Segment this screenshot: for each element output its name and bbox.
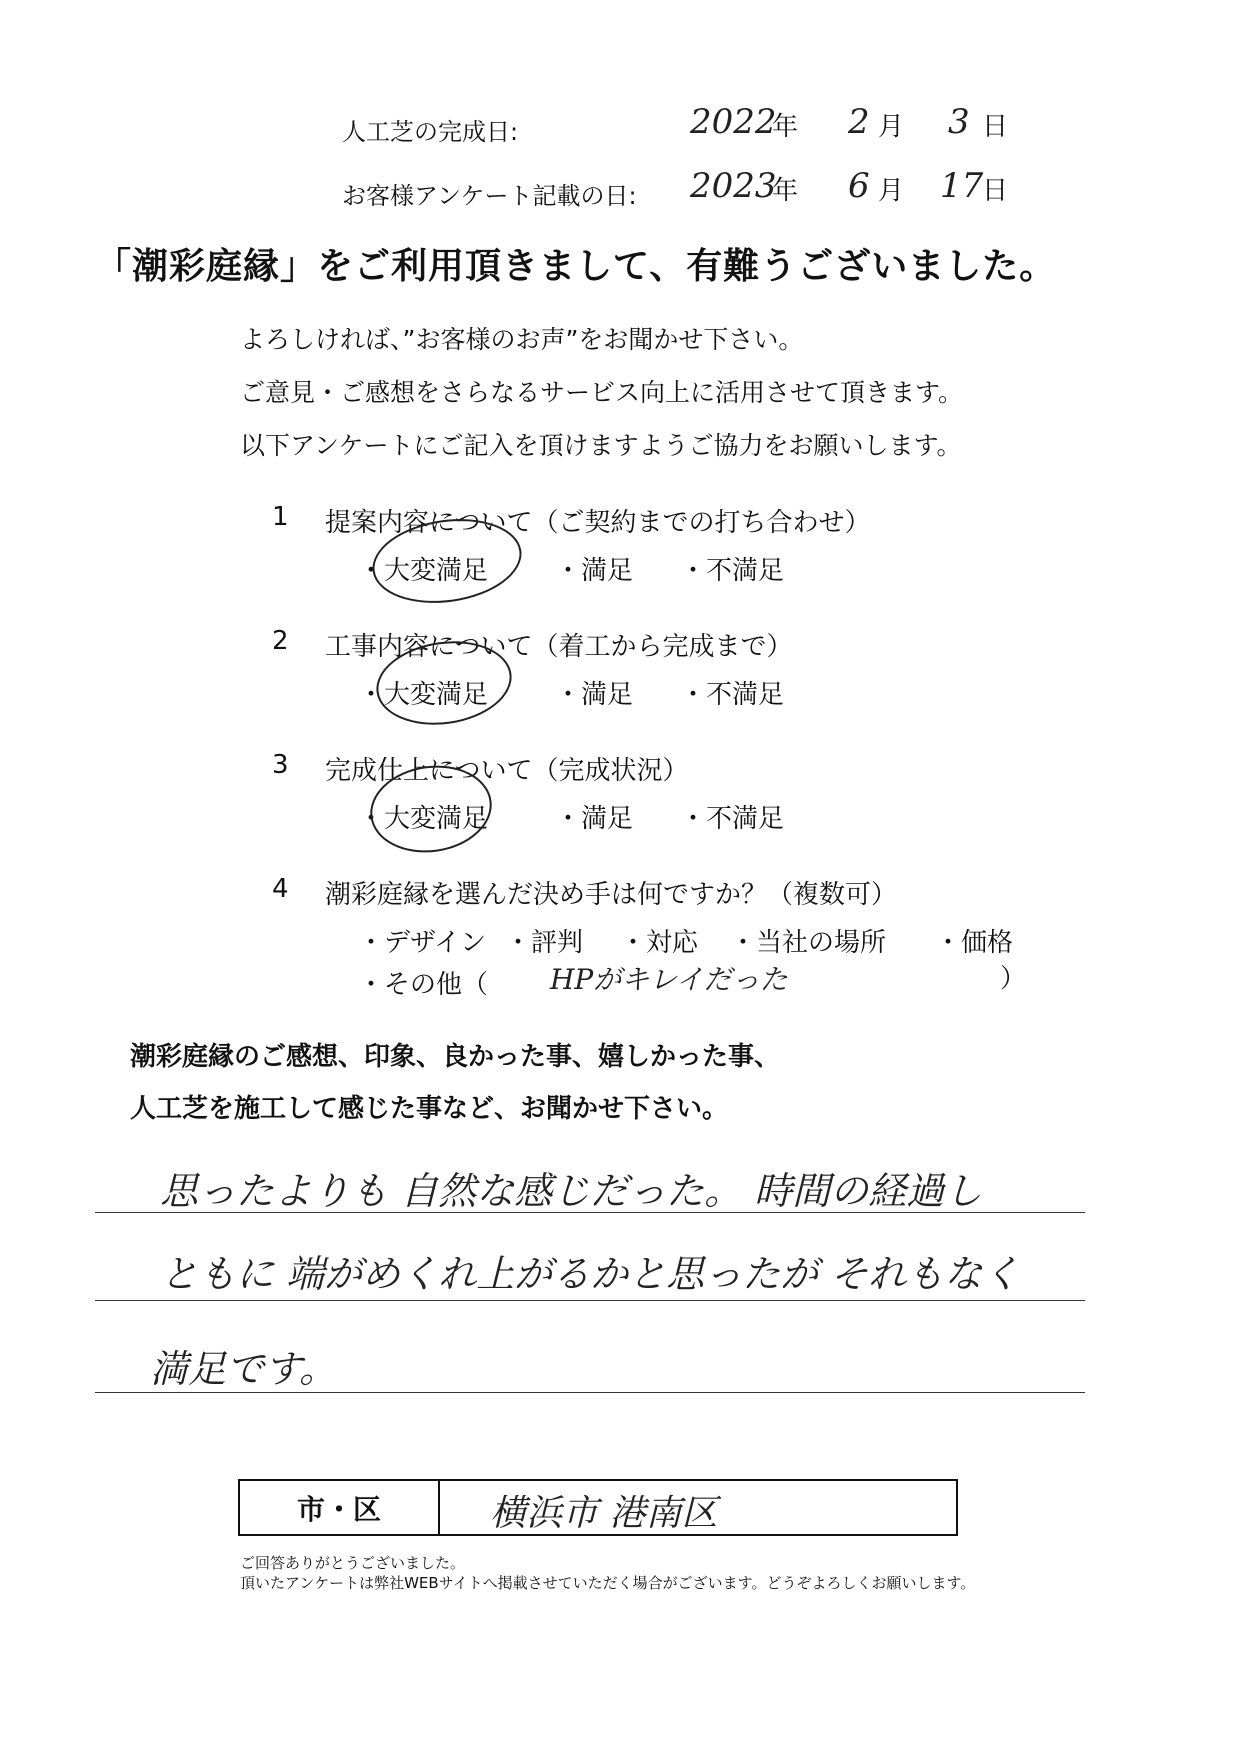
footer-notice: 頂いたアンケートは弊社WEBサイトへ掲載させていただく場合がございます。どうぞよろしくお願いします。 bbox=[240, 1574, 976, 1592]
comment-rule-2 bbox=[95, 1300, 1085, 1301]
q2-option-dissatisfied[interactable]: ・不満足 bbox=[680, 680, 785, 710]
q3-option-satisfied[interactable]: ・満足 bbox=[555, 804, 634, 834]
survey-year-unit: 年 bbox=[772, 176, 799, 206]
question-4-text: 潮彩庭縁を選んだ決め手は何ですか？（複数可） bbox=[325, 880, 898, 910]
completion-year-unit: 年 bbox=[772, 112, 799, 142]
survey-month-value: 6 bbox=[848, 166, 870, 206]
comment-prompt-line-2: 人工芝を施工して感じた事など、お聞かせ下さい。 bbox=[130, 1094, 729, 1124]
q4-other-close-paren: ） bbox=[1000, 964, 1027, 994]
q2-option-very-satisfied[interactable]: ・大変満足 bbox=[358, 680, 489, 710]
question-4-number: 4 bbox=[272, 874, 289, 904]
question-3-number: 3 bbox=[272, 750, 289, 780]
comment-line-1-text: 思ったよりも 自然な感じだった。 時間の経過し bbox=[160, 1169, 983, 1213]
q4-option-design[interactable]: ・デザイン bbox=[358, 928, 487, 958]
q1-option-dissatisfied[interactable]: ・不満足 bbox=[680, 556, 785, 586]
survey-date-label: お客様アンケート記載の日: bbox=[342, 182, 637, 210]
completion-month-value: 2 bbox=[848, 102, 870, 142]
completion-day-value: 3 bbox=[948, 102, 970, 142]
q4-option-location[interactable]: ・当社の場所 bbox=[730, 928, 887, 958]
comment-rule-3 bbox=[95, 1392, 1085, 1393]
city-value: 横浜市 港南区 bbox=[490, 1493, 718, 1534]
comment-rule-1 bbox=[95, 1212, 1085, 1213]
intro-line-3: 以下アンケートにご記入を頂けますようご協力をお願いします。 bbox=[240, 431, 962, 460]
city-label: 市・区 bbox=[240, 1481, 440, 1534]
comment-prompt-line-1: 潮彩庭縁のご感想、印象、良かった事、嬉しかった事、 bbox=[130, 1042, 781, 1072]
q3-option-dissatisfied[interactable]: ・不満足 bbox=[680, 804, 785, 834]
completion-year-value: 2022 bbox=[690, 102, 777, 142]
comment-line-3-text: 満足です。 bbox=[150, 1347, 337, 1391]
city-table bbox=[238, 1479, 958, 1536]
q4-option-price[interactable]: ・価格 bbox=[935, 928, 1014, 958]
intro-line-1: よろしければ、”お客様のお声”をお聞かせ下さい。 bbox=[240, 325, 804, 354]
q4-option-service[interactable]: ・対応 bbox=[620, 928, 699, 958]
question-2-number: 2 bbox=[272, 626, 289, 656]
intro-line-2: ご意見・ご感想をさらなるサービス向上に活用させて頂きます。 bbox=[240, 378, 964, 407]
survey-day-unit: 日 bbox=[982, 176, 1009, 206]
q4-other-value: HPがキレイだった bbox=[550, 963, 788, 996]
comment-line-2-text: ともに 端がめくれ上がるかと思ったが それもなく bbox=[160, 1252, 1021, 1296]
footer-thanks: ご回答ありがとうございました。 bbox=[240, 1554, 466, 1572]
q4-option-reputation[interactable]: ・評判 bbox=[505, 928, 584, 958]
completion-date-label: 人工芝の完成日: bbox=[342, 118, 519, 146]
question-2-text: 工事内容について（着工から完成まで） bbox=[325, 632, 793, 662]
completion-day-unit: 日 bbox=[982, 112, 1009, 142]
completion-month-unit: 月 bbox=[878, 112, 905, 142]
q1-option-very-satisfied[interactable]: ・大変満足 bbox=[358, 556, 489, 586]
q2-option-satisfied[interactable]: ・満足 bbox=[555, 680, 634, 710]
q3-option-very-satisfied[interactable]: ・大変満足 bbox=[358, 804, 489, 834]
survey-year-value: 2023 bbox=[690, 166, 777, 206]
question-1-number: 1 bbox=[272, 502, 289, 532]
thank-you-headline: 「潮彩庭縁」をご利用頂きまして、有難うございました。 bbox=[95, 246, 1057, 287]
survey-day-value: 17 bbox=[940, 166, 984, 206]
survey-month-unit: 月 bbox=[878, 176, 905, 206]
question-3-text: 完成仕上について（完成状況） bbox=[325, 756, 689, 786]
q4-option-other-label[interactable]: ・その他（ bbox=[358, 970, 489, 1000]
question-1-text: 提案内容について（ご契約までの打ち合わせ） bbox=[325, 508, 871, 538]
q1-option-satisfied[interactable]: ・満足 bbox=[555, 556, 634, 586]
